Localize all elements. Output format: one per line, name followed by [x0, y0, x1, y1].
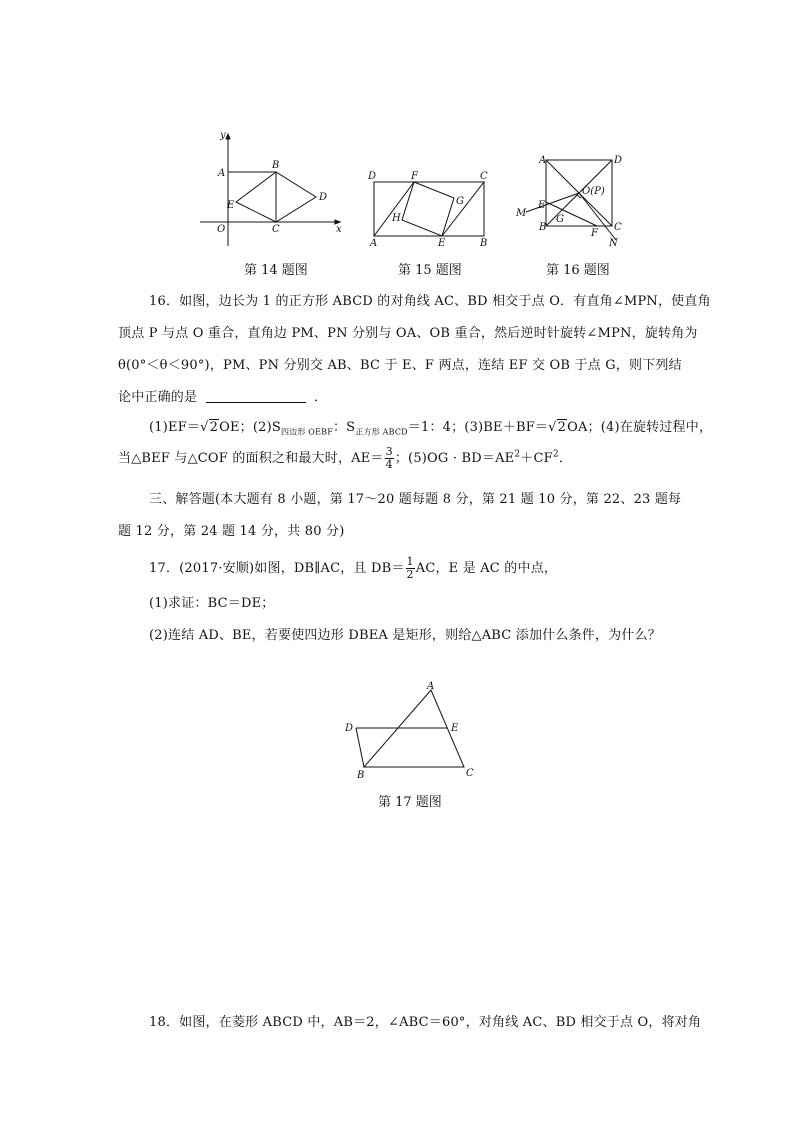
fig14-label-E: E [227, 200, 235, 211]
fig17-label-A: A [427, 681, 435, 692]
q16-opt2-sub2: 正方形 ABCD [355, 427, 408, 437]
fig14-label-x: x [336, 224, 342, 235]
q17-fraction-numerator: 1 [406, 555, 414, 568]
q17-part-1: (1)求证：BC＝DE； [149, 596, 275, 611]
fig16-label-G: G [556, 214, 564, 225]
fig15-label-G: G [456, 196, 464, 207]
q16-line-4 [118, 386, 327, 405]
q16-line-4-prefix: 论中正确的是 [118, 390, 198, 405]
q16-line-4-suffix: ． [313, 390, 328, 405]
fig15-label-D: D [368, 171, 377, 182]
q16-opt2-mid: ：S [332, 420, 356, 435]
figure-14 [196, 128, 346, 240]
fig16-label-M: M [516, 208, 527, 219]
figure-14-caption: 第 14 题图 [244, 263, 308, 278]
fig17-label-B: B [357, 770, 365, 781]
figure-16-caption: 第 16 题图 [546, 263, 610, 278]
q16-opt3-tail: OA；(4)在旋转过程中， [567, 420, 713, 435]
q17-stem-a: 17．(2017·安顺)如图，DB∥AC，且 DB＝ [149, 561, 405, 576]
section3-line-1: 三、解答题(本大题有 8 小题，第 17～20 题每题 8 分，第 21 题 10 分，第 22、23 题每 [149, 492, 682, 507]
fig16-label-C: C [614, 222, 622, 233]
fig17-label-E: E [451, 723, 459, 734]
q16-opt1-text: (1)EF＝ [149, 420, 201, 435]
sqrt-radicand-1: 2 [209, 420, 219, 435]
q17-fraction-denominator: 2 [406, 568, 414, 581]
q17-stem [149, 556, 557, 581]
fraction-1-2 [406, 556, 415, 581]
q17-part-2: (2)连结 AD、BE，若要使四边形 DBEA 是矩形，则给△ABC 添加什么条件，为什么？ [149, 628, 661, 643]
q16-options-line-1 [149, 416, 712, 438]
sqrt-two-2: √2 [548, 420, 567, 435]
figure-16 [512, 150, 632, 250]
figure-17 [340, 676, 480, 784]
figure-15 [366, 166, 496, 248]
section3-line-2: 题 12 分，第 24 题 14 分，共 80 分) [118, 524, 345, 539]
q16-opt2-tail: ＝1：4；(3)BE＋BF＝ [407, 420, 549, 435]
fig16-label-OP: O(P) [582, 186, 605, 197]
q16-opt5-end: ． [558, 451, 573, 466]
fig15-label-H: H [392, 213, 401, 224]
q16-line-1: 16．如图，边长为 1 的正方形 ABCD 的对角线 AC、BD 相交于点 O．有直角∠MPN，使直角 [149, 294, 711, 309]
fig17-label-D: D [345, 723, 354, 734]
fig16-label-A: A [539, 155, 547, 166]
q16-line-3: θ(0°＜θ＜90°)，PM、PN 分别交 AB、BC 于 E、F 两点，连结 EF 交 OB 于点 G，则下列结 [118, 358, 682, 373]
q16-opt5-sup1: 2 [514, 449, 521, 460]
q18-line-1: 18．如图，在菱形 ABCD 中，AB＝2，∠ABC＝60°，对角线 AC、BD 相交于点 O，将对角 [149, 1015, 702, 1030]
q16-opt2-sub1: 四边形 OEBF [280, 427, 333, 437]
q16-opt5-mid: ＋CF [520, 451, 553, 466]
sqrt-radicand-2: 2 [557, 420, 567, 435]
fig16-label-N: N [609, 238, 618, 249]
fig14-label-A: A [218, 168, 226, 179]
q16-opt5-sup2: 2 [552, 449, 559, 460]
fig14-label-O: O [217, 224, 226, 235]
fig15-label-B: B [480, 238, 488, 249]
q16-opt4-tail: ；(5)OG · BD＝AE [394, 451, 515, 466]
fig14-label-y: y [220, 130, 226, 141]
fig15-label-A: A [370, 238, 378, 249]
answer-blank[interactable] [206, 390, 306, 403]
fig15-label-E: E [438, 238, 446, 249]
sqrt-two-1: √2 [200, 420, 219, 435]
fig15-label-C: C [480, 171, 488, 182]
figure-14-diagram [196, 128, 346, 240]
q16-opt4-text: 当△BEF 与△COF 的面积之和最大时，AE＝ [118, 451, 384, 466]
fig16-label-B: B [539, 222, 547, 233]
figure-17-diagram [340, 676, 480, 784]
figure-17-caption: 第 17 题图 [378, 795, 442, 810]
fig14-label-D: D [319, 192, 328, 203]
fig16-label-F: F [591, 228, 598, 239]
q16-line-2: 顶点 P 与点 O 重合，直角边 PM、PN 分别与 OA、OB 重合，然后逆时针旋转∠MPN，旋转角为 [118, 326, 698, 341]
q16-options-line-2 [118, 446, 572, 471]
fig15-label-F: F [411, 171, 418, 182]
fig14-label-B: B [272, 160, 280, 171]
fraction-3-4 [385, 446, 394, 471]
q16-opt1-tail: OE；(2)S [219, 420, 281, 435]
fraction-denominator: 4 [385, 458, 393, 471]
fig16-label-D: D [614, 155, 623, 166]
q17-stem-b: AC，E 是 AC 的中点， [415, 561, 558, 576]
figure-16-diagram [512, 150, 632, 250]
figure-15-diagram [366, 166, 496, 248]
fig17-label-C: C [466, 768, 474, 779]
fig14-label-C: C [272, 224, 280, 235]
fraction-numerator: 3 [385, 445, 393, 458]
fig16-label-E: E [538, 200, 546, 211]
figure-15-caption: 第 15 题图 [398, 263, 462, 278]
